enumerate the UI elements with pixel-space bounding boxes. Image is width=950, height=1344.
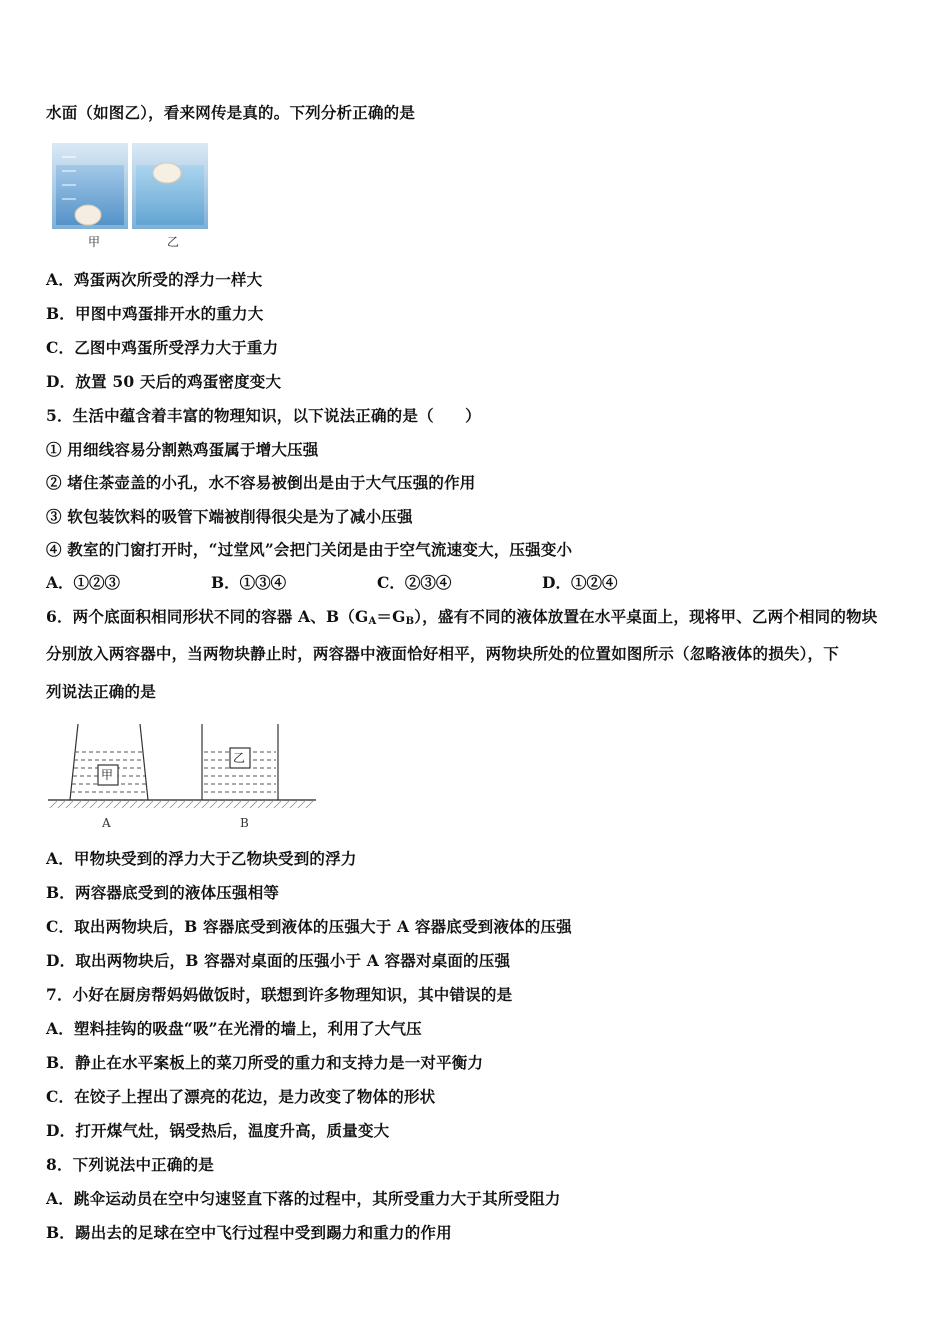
q4-option-d: D．放置 50 天后的鸡蛋密度变大 bbox=[46, 372, 282, 391]
q5-option-d: D．①②④ bbox=[542, 573, 618, 592]
q6-option-d: D．取出两物块后，B 容器对桌面的压强小于 A 容器对桌面的压强 bbox=[46, 951, 511, 970]
q5-statement-2: ② 堵住茶壶盖的小孔，水不容易被倒出是由于大气压强的作用 bbox=[46, 473, 476, 492]
q5-statement-3: ③ 软包装饮料的吸管下端被削得很尖是为了减小压强 bbox=[46, 507, 413, 526]
egg-beaker-photo bbox=[52, 143, 212, 229]
q8-option-a: A．跳伞运动员在空中匀速竖直下落的过程中，其所受重力大于其所受阻力 bbox=[46, 1189, 561, 1208]
q5-option-c: C．②③④ bbox=[377, 573, 452, 592]
q7-stem: 7．小好在厨房帮妈妈做饭时，联想到许多物理知识，其中错误的是 bbox=[46, 985, 513, 1004]
q7-option-d: D．打开煤气灶，锅受热后，温度升高，质量变大 bbox=[46, 1121, 390, 1140]
q4-intro-tail: 水面（如图乙），看来网传是真的。下列分析正确的是 bbox=[46, 103, 416, 122]
q6-stem-line2: 分别放入两容器中，当两物块静止时，两容器中液面恰好相平，两物块所处的位置如图所示（忽略液体的损失），下 bbox=[46, 644, 839, 663]
q7-option-c: C．在饺子上捏出了漂亮的花边，是力改变了物体的形状 bbox=[46, 1087, 436, 1106]
q6-option-a: A．甲物块受到的浮力大于乙物块受到的浮力 bbox=[46, 849, 357, 868]
q6-option-b: B．两容器底受到的液体压强相等 bbox=[46, 883, 280, 902]
q5-option-a: A．①②③ bbox=[46, 573, 121, 592]
block-label-right: 乙 bbox=[233, 751, 246, 765]
egg-sunk bbox=[75, 205, 101, 225]
q5-stem: 5．生活中蕴含着丰富的物理知识，以下说法正确的是（ ） bbox=[46, 406, 481, 425]
fig-label-left: 甲 bbox=[88, 235, 101, 249]
container-label-b: B bbox=[240, 816, 249, 830]
q5-statement-1: ① 用细线容易分割熟鸡蛋属于增大压强 bbox=[46, 440, 319, 459]
q4-option-a: A．鸡蛋两次所受的浮力一样大 bbox=[46, 270, 263, 289]
q5-statement-4: ④ 教室的门窗打开时，“过堂风”会把门关闭是由于空气流速变大，压强变小 bbox=[46, 540, 573, 559]
container-a bbox=[70, 724, 148, 800]
container-label-a: A bbox=[102, 816, 111, 830]
q8-stem: 8．下列说法中正确的是 bbox=[46, 1155, 214, 1174]
q7-option-a: A．塑料挂钩的吸盘“吸”在光滑的墙上，利用了大气压 bbox=[46, 1019, 422, 1038]
block-label-left: 甲 bbox=[101, 768, 114, 782]
q7-option-b: B．静止在水平案板上的菜刀所受的重力和支持力是一对平衡力 bbox=[46, 1053, 484, 1072]
egg-floating bbox=[153, 163, 181, 183]
q6-option-c: C．取出两物块后，B 容器底受到液体的压强大于 A 容器底受到液体的压强 bbox=[46, 917, 572, 936]
q8-option-b: B．踢出去的足球在空中飞行过程中受到踢力和重力的作用 bbox=[46, 1223, 452, 1242]
containers-diagram bbox=[44, 718, 320, 838]
q6-stem-line3: 列说法正确的是 bbox=[46, 682, 156, 701]
fig-label-right: 乙 bbox=[167, 235, 180, 249]
q6-stem-line1: 6．两个底面积相同形状不同的容器 A、$B(G_A=G_B)$，盛有不同的液体放置在水平桌面上，现将甲、乙两个相同的物块 bbox=[46, 607, 878, 627]
q5-option-b: B．①③④ bbox=[211, 573, 287, 592]
q4-option-b: B．甲图中鸡蛋排开水的重力大 bbox=[46, 304, 264, 323]
q4-option-c: C．乙图中鸡蛋所受浮力大于重力 bbox=[46, 338, 279, 357]
